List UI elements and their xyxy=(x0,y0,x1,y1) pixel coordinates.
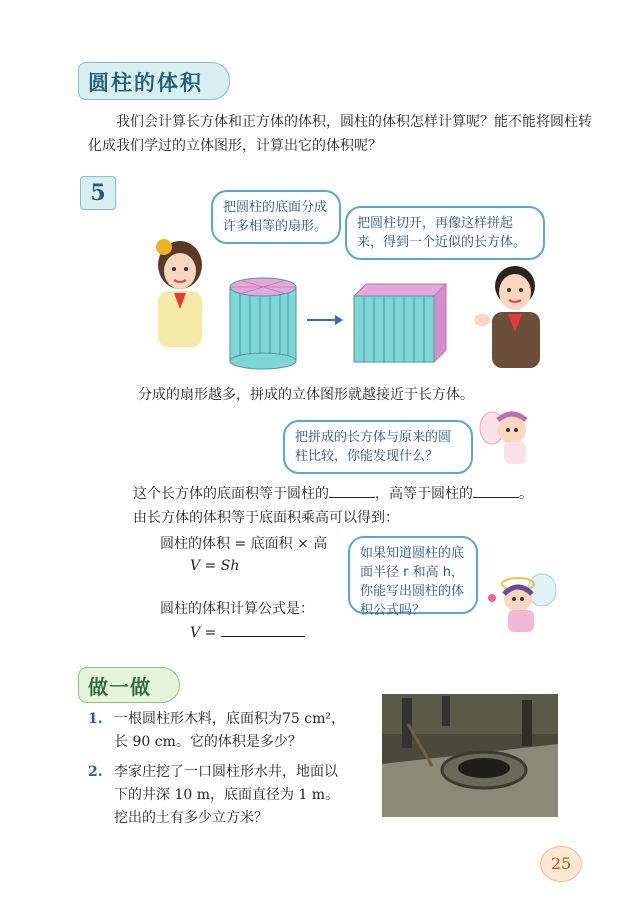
question-1-number: 1. xyxy=(88,711,103,727)
fill-in-text-b: ，高等于圆柱的 xyxy=(375,486,473,502)
blank-base-area[interactable] xyxy=(329,483,375,498)
section-title: 圆柱的体积 xyxy=(88,70,203,95)
formula-prompt: 圆柱的体积计算公式是： xyxy=(160,601,314,617)
arrow-right-icon xyxy=(305,312,345,328)
example-number: 5 xyxy=(90,180,106,206)
practice-section-title: 做一做 xyxy=(88,675,151,699)
practice-section-banner xyxy=(78,667,178,701)
intro-paragraph: 我们会计算长方体和正方体的体积，圆柱的体积怎样计算呢？能不能将圆柱转化成我们学过的立体图形，计算出它的体积呢？ xyxy=(88,114,592,154)
boy-illustration xyxy=(470,262,560,372)
fill-in-line-1 xyxy=(133,483,533,503)
question-2-text: 李家庄挖了一口圆柱形水井，地面以下的井深 10 m，底面直径为 1 m。挖出的土有多少立方米？ xyxy=(114,764,340,826)
angel-illustration-2 xyxy=(482,566,562,636)
formula-volume-words: 圆柱的体积 = 底面积 × 高 xyxy=(160,536,328,552)
observation-text: 分成的扇形越多，拼成的立体图形就越接近于长方体。 xyxy=(138,387,474,403)
speech-bubble-girl: 把圆柱的底面分成许多相等的扇形。 xyxy=(211,190,341,244)
blank-height[interactable] xyxy=(473,483,519,498)
fill-in-text-a: 这个长方体的底面积等于圆柱的 xyxy=(133,486,329,502)
formula-answer-prefix: V = xyxy=(190,625,217,641)
well-photo xyxy=(382,694,558,817)
cuboid-figure xyxy=(350,280,450,365)
cylinder-figure xyxy=(228,275,298,370)
example-number-box xyxy=(80,176,116,210)
page-number-badge xyxy=(540,846,582,882)
question-1 xyxy=(88,708,350,754)
derivation-text: 由长方体的体积等于底面积乘高可以得到： xyxy=(133,510,399,526)
girl-illustration xyxy=(140,235,220,355)
question-2-number: 2. xyxy=(88,764,103,780)
question-1-text: 一根圆柱形木料，底面积为75 cm²，长 90 cm。它的体积是多少？ xyxy=(114,711,345,750)
speech-bubble-angel-1: 把拼成的长方体与原来的圆柱比较，你能发现什么？ xyxy=(283,420,473,474)
question-2 xyxy=(88,761,350,830)
formula-answer-line xyxy=(190,622,305,641)
page-number: 25 xyxy=(550,854,572,873)
fill-in-text-c: 。 xyxy=(519,486,533,502)
blank-formula[interactable] xyxy=(221,622,305,637)
section-title-banner xyxy=(78,62,228,98)
angel-illustration-1 xyxy=(478,400,548,470)
speech-bubble-boy: 把圆柱切开，再像这样拼起来，得到一个近似的长方体。 xyxy=(345,206,545,260)
formula-v-sh: V = Sh xyxy=(190,558,240,574)
speech-bubble-angel-2: 如果知道圆柱的底面半径 r 和高 h，你能写出圆柱的体积公式吗？ xyxy=(348,536,478,614)
